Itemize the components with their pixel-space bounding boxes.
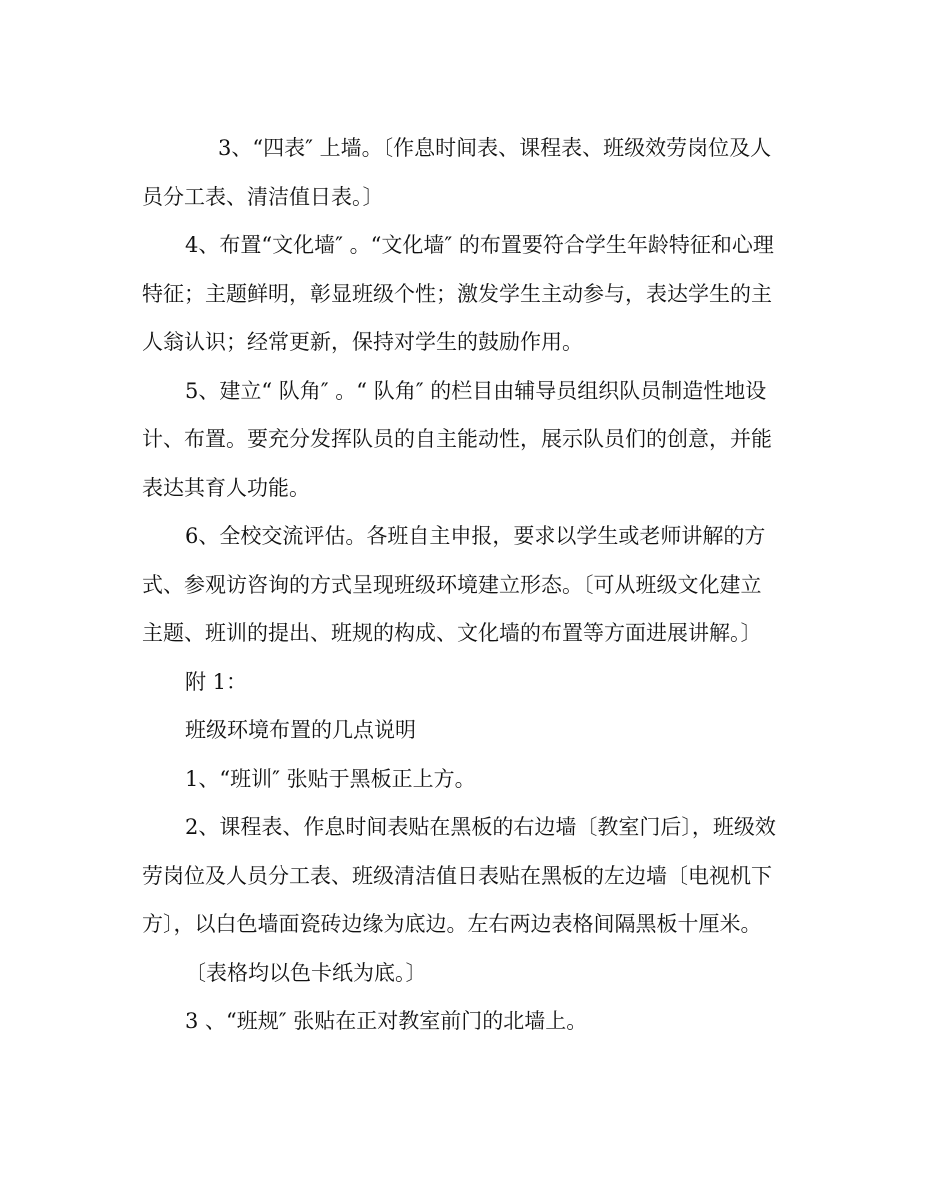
note-2-line-4: 〔表格均以色卡纸为底。〕 [185,960,427,985]
paragraph-3-line-1: 3、“四表″ 上墙。〔作息时间表、课程表、班级效劳岗位及人 [218,136,772,160]
note-2-line-1: 2、课程表、作息时间表贴在黑板的右边墙〔教室门后〕，班级效 [185,815,776,839]
paragraph-5-line-3: 表达其育人功能。 [142,475,310,500]
note-2-line-3: 方〕，以白色墙面瓷砖边缘为底边。左右两边表格间隔黑板十厘米。 [142,912,762,936]
note-1: 1、“班训″ 张贴于黑板正上方。 [185,766,476,791]
paragraph-4-line-2: 特征；主题鲜明，彰显班级个性；激发学生主动参与，表达学生的主 [142,281,772,306]
paragraph-4-line-1: 4、布置“文化墙″ 。“文化墙″ 的布置要符合学生年龄特征和心理 [185,233,774,257]
document-body [142,124,814,1046]
note-2-line-2: 劳岗位及人员分工表、班级清洁值日表贴在黑板的左边墙〔电视机下 [142,863,772,888]
paragraph-4-line-3: 人翁认识；经常更新，保持对学生的鼓励作用。 [142,330,583,354]
paragraph-5-line-2: 计、布置。要充分发挥队员的自主能动性，展示队员们的创意，并能 [142,427,772,451]
appendix-title: 班级环境布置的几点说明 [185,718,416,742]
paragraph-6-line-3: 主题、班训的提出、班规的构成、文化墙的布置等方面进展讲解。〕 [142,621,762,645]
paragraph-6-line-1: 6、全校交流评估。各班自主申报，要求以学生或老师讲解的方 [185,524,766,548]
paragraph-5-line-1: 5、建立“ 队角″ 。“ 队角″ 的栏目由辅导员组织队员制造性地设 [185,378,767,403]
paragraph-6-line-2: 式、参观访咨询的方式呈现班级环境建立形态。〔可从班级文化建立 [142,572,762,597]
note-3: 3 、“班规″ 张贴在正对教室前门的北墙上。 [185,1009,588,1033]
appendix-label: 附 1： [185,669,248,694]
paragraph-3-line-2: 员分工表、清洁值日表。〕 [142,184,384,209]
